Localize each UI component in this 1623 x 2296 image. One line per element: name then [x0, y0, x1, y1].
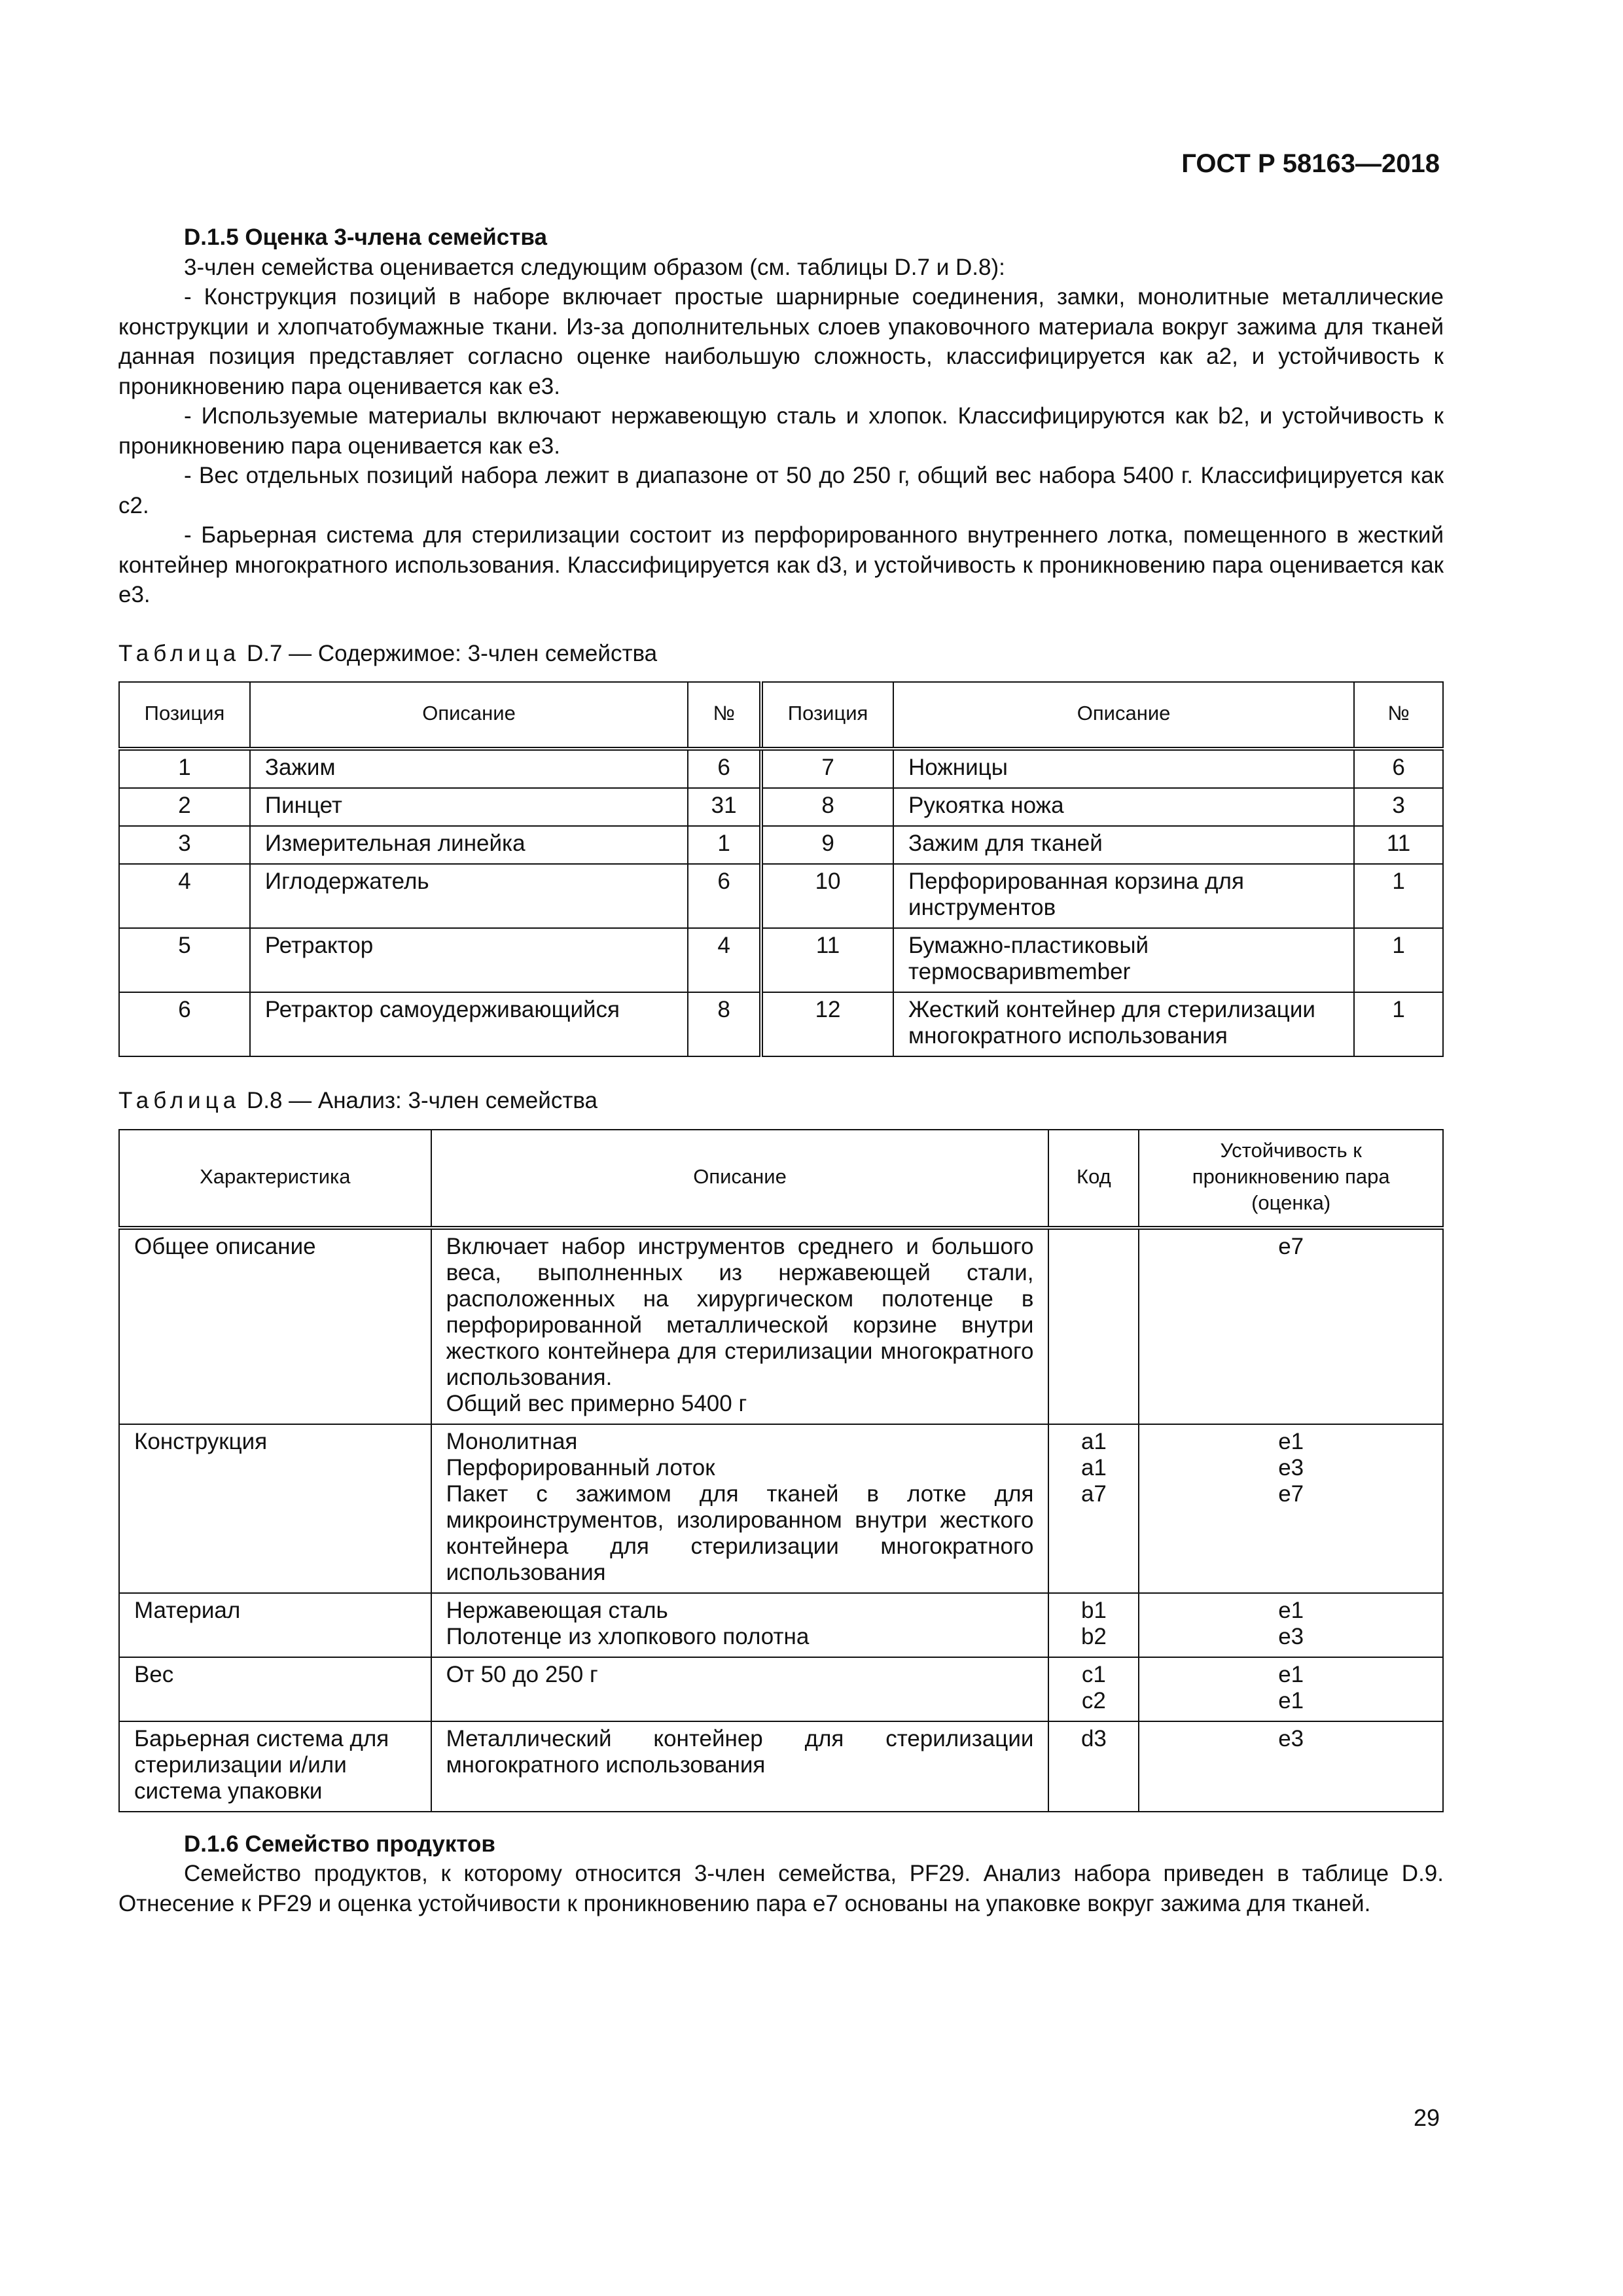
table-header-row	[119, 682, 1443, 749]
cell	[1139, 1721, 1443, 1812]
cell-line: b2	[1080, 1623, 1107, 1649]
cell: 1	[1354, 864, 1443, 928]
cell: 11	[761, 928, 893, 992]
cell-line: Пакет с зажимом для тканей в лотке для микроинструментов, изолированном внутри жесткого контейнера для стерилизации многократного использования	[446, 1480, 1034, 1585]
table-row	[119, 1657, 1443, 1721]
cell-line: e1	[1278, 1597, 1304, 1623]
cell-line: e1	[1278, 1687, 1304, 1713]
table-row	[119, 826, 1443, 864]
column-header: Описание	[893, 682, 1354, 749]
table-row	[119, 928, 1443, 992]
cell: 6	[688, 749, 761, 788]
cell-line: e3	[1278, 1725, 1304, 1751]
cell: 6	[688, 864, 761, 928]
cell-line: a1	[1080, 1454, 1107, 1480]
cell: Вес	[119, 1657, 431, 1721]
cell: Материал	[119, 1593, 431, 1657]
cell: 9	[761, 826, 893, 864]
column-header: Позиция	[761, 682, 893, 749]
cell	[1139, 1228, 1443, 1424]
document-id: ГОСТ Р 58163—2018	[1181, 149, 1440, 178]
caption-prefix: Таблица	[118, 1088, 241, 1113]
cell-line: Металлический контейнер для стерилизации многократного использования	[446, 1725, 1034, 1778]
cell: Ретрактор самоудерживающийся	[250, 992, 688, 1056]
cell: Зажим для тканей	[893, 826, 1354, 864]
table-row	[119, 1721, 1443, 1812]
table-caption	[118, 1086, 1444, 1116]
cell: 4	[688, 928, 761, 992]
page-content	[118, 223, 1444, 1918]
cell-line: Полотенце из хлопкового полотна	[446, 1623, 810, 1649]
table-contents	[118, 681, 1444, 1057]
column-header: Позиция	[119, 682, 250, 749]
cell-line: Включает набор инструментов среднего и большого веса, выполненных из нержавеющей стали, расположенных на хирургическом полотенце в перфорированной металлической корзине внутри жесткого контейнера для стерилизации многократного использования.	[446, 1233, 1034, 1390]
table-caption	[118, 639, 1444, 669]
cell: Перфорированная корзина для инструментов	[893, 864, 1354, 928]
cell: 4	[119, 864, 250, 928]
cell-line: e1	[1278, 1661, 1304, 1687]
column-header: №	[688, 682, 761, 749]
cell	[1048, 1721, 1139, 1812]
table-row	[119, 1424, 1443, 1593]
paragraph: - Вес отдельных позиций набора лежит в диапазоне от 50 до 250 г, общий вес набора 5400 г. Классифицируется как c2.	[118, 463, 1444, 518]
cell: 3	[119, 826, 250, 864]
cell: 7	[761, 749, 893, 788]
cell	[431, 1593, 1049, 1657]
caption-text: D.8 — Анализ: 3-член семейства	[240, 1088, 598, 1113]
caption-text: D.7 — Содержимое: 3-член семейства	[240, 640, 658, 666]
cell	[1048, 1593, 1139, 1657]
cell: Бумажно-пластиковый термосваривmember	[893, 928, 1354, 992]
paragraph: - Барьерная система для стерилизации состоит из перфорированного внутреннего лотка, помещенного в жесткий контейнер многократного использования. Классифицируется как d3, и устойчивость к проникновению пара оценивается как e3.	[118, 522, 1444, 607]
cell: 1	[688, 826, 761, 864]
cell: 1	[1354, 928, 1443, 992]
cell: 3	[1354, 788, 1443, 826]
cell	[431, 1721, 1049, 1812]
cell: Измерительная линейка	[250, 826, 688, 864]
table-row	[119, 1593, 1443, 1657]
column-header: Код	[1048, 1130, 1139, 1228]
cell: Жесткий контейнер для стерилизации многократного использования	[893, 992, 1354, 1056]
cell	[1048, 1657, 1139, 1721]
page-number: 29	[1413, 2104, 1440, 2131]
cell	[431, 1424, 1049, 1593]
column-header: Описание	[250, 682, 688, 749]
cell: Ножницы	[893, 749, 1354, 788]
cell: 6	[119, 992, 250, 1056]
cell-line: d3	[1080, 1725, 1107, 1751]
cell	[1139, 1593, 1443, 1657]
cell	[1139, 1424, 1443, 1593]
cell: 8	[761, 788, 893, 826]
cell-line: b1	[1080, 1597, 1107, 1623]
cell-line: a1	[1080, 1428, 1107, 1454]
cell-line: Общий вес примерно 5400 г	[446, 1390, 747, 1416]
cell	[1139, 1657, 1443, 1721]
cell: 6	[1354, 749, 1443, 788]
table-row	[119, 992, 1443, 1056]
paragraph: - Конструкция позиций в наборе включает простые шарнирные соединения, замки, монолитные металлические конструкции и хлопчатобумажные ткани. Из-за дополнительных слоев упаковочного материала вокруг зажима для тканей данная позиция представляет согласно оценке наибольшую сложность, классифицируется как a2, и устойчивость к проникновению пара оценивается как e3.	[118, 284, 1444, 399]
cell: Рукоятка ножа	[893, 788, 1354, 826]
section-heading: D.1.6 Семейство продуктов	[184, 1831, 495, 1857]
table-header-row	[119, 1130, 1443, 1228]
caption-prefix: Таблица	[118, 640, 241, 666]
cell-line: e7	[1278, 1233, 1304, 1259]
cell	[431, 1228, 1049, 1424]
cell: 8	[688, 992, 761, 1056]
cell-line: e3	[1278, 1623, 1304, 1649]
cell-line: c2	[1081, 1687, 1106, 1713]
cell	[431, 1657, 1049, 1721]
cell-line: Нержавеющая сталь	[446, 1597, 668, 1623]
column-header: Описание	[431, 1130, 1049, 1228]
cell-line: Монолитная	[446, 1428, 578, 1454]
cell: 1	[119, 749, 250, 788]
table-row	[119, 864, 1443, 928]
cell: 10	[761, 864, 893, 928]
cell	[1048, 1228, 1139, 1424]
paragraph: - Используемые материалы включают нержавеющую сталь и хлопок. Классифицируются как b2, и устойчивость к проникновению пара оценивается как e3.	[118, 403, 1444, 459]
cell: 31	[688, 788, 761, 826]
paragraph: Семейство продуктов, к которому относится 3-член семейства, PF29. Анализ набора приведен в таблице D.9. Отнесение к PF29 и оценка устойчивости к проникновению пара e7 основаны на упаковке вокруг зажима для тканей.	[118, 1861, 1444, 1916]
cell: Пинцет	[250, 788, 688, 826]
cell: Зажим	[250, 749, 688, 788]
table-analysis	[118, 1129, 1444, 1812]
cell: Барьерная система для стерилизации и/или система упаковки	[119, 1721, 431, 1812]
table-row	[119, 788, 1443, 826]
table-row	[119, 1228, 1443, 1424]
column-header: Устойчивость к проникновению пара (оценка)	[1139, 1130, 1443, 1228]
cell-line: Перфорированный лоток	[446, 1454, 715, 1480]
cell: Конструкция	[119, 1424, 431, 1593]
cell: 11	[1354, 826, 1443, 864]
cell: 1	[1354, 992, 1443, 1056]
cell: 12	[761, 992, 893, 1056]
cell-line: e7	[1278, 1480, 1304, 1507]
cell: Ретрактор	[250, 928, 688, 992]
column-header: Характеристика	[119, 1130, 431, 1228]
table-row	[119, 749, 1443, 788]
section-heading: D.1.5 Оценка 3-члена семейства	[184, 224, 547, 250]
cell-line: c1	[1081, 1661, 1106, 1687]
column-header: №	[1354, 682, 1443, 749]
cell-line: От 50 до 250 г	[446, 1661, 598, 1687]
cell: 5	[119, 928, 250, 992]
cell: Общее описание	[119, 1228, 431, 1424]
paragraph: 3-член семейства оценивается следующим образом (см. таблицы D.7 и D.8):	[184, 254, 1005, 280]
cell-line: e1	[1278, 1428, 1304, 1454]
cell: 2	[119, 788, 250, 826]
cell-line: e3	[1278, 1454, 1304, 1480]
cell	[1048, 1424, 1139, 1593]
cell: Иглодержатель	[250, 864, 688, 928]
cell-line: a7	[1080, 1480, 1107, 1507]
